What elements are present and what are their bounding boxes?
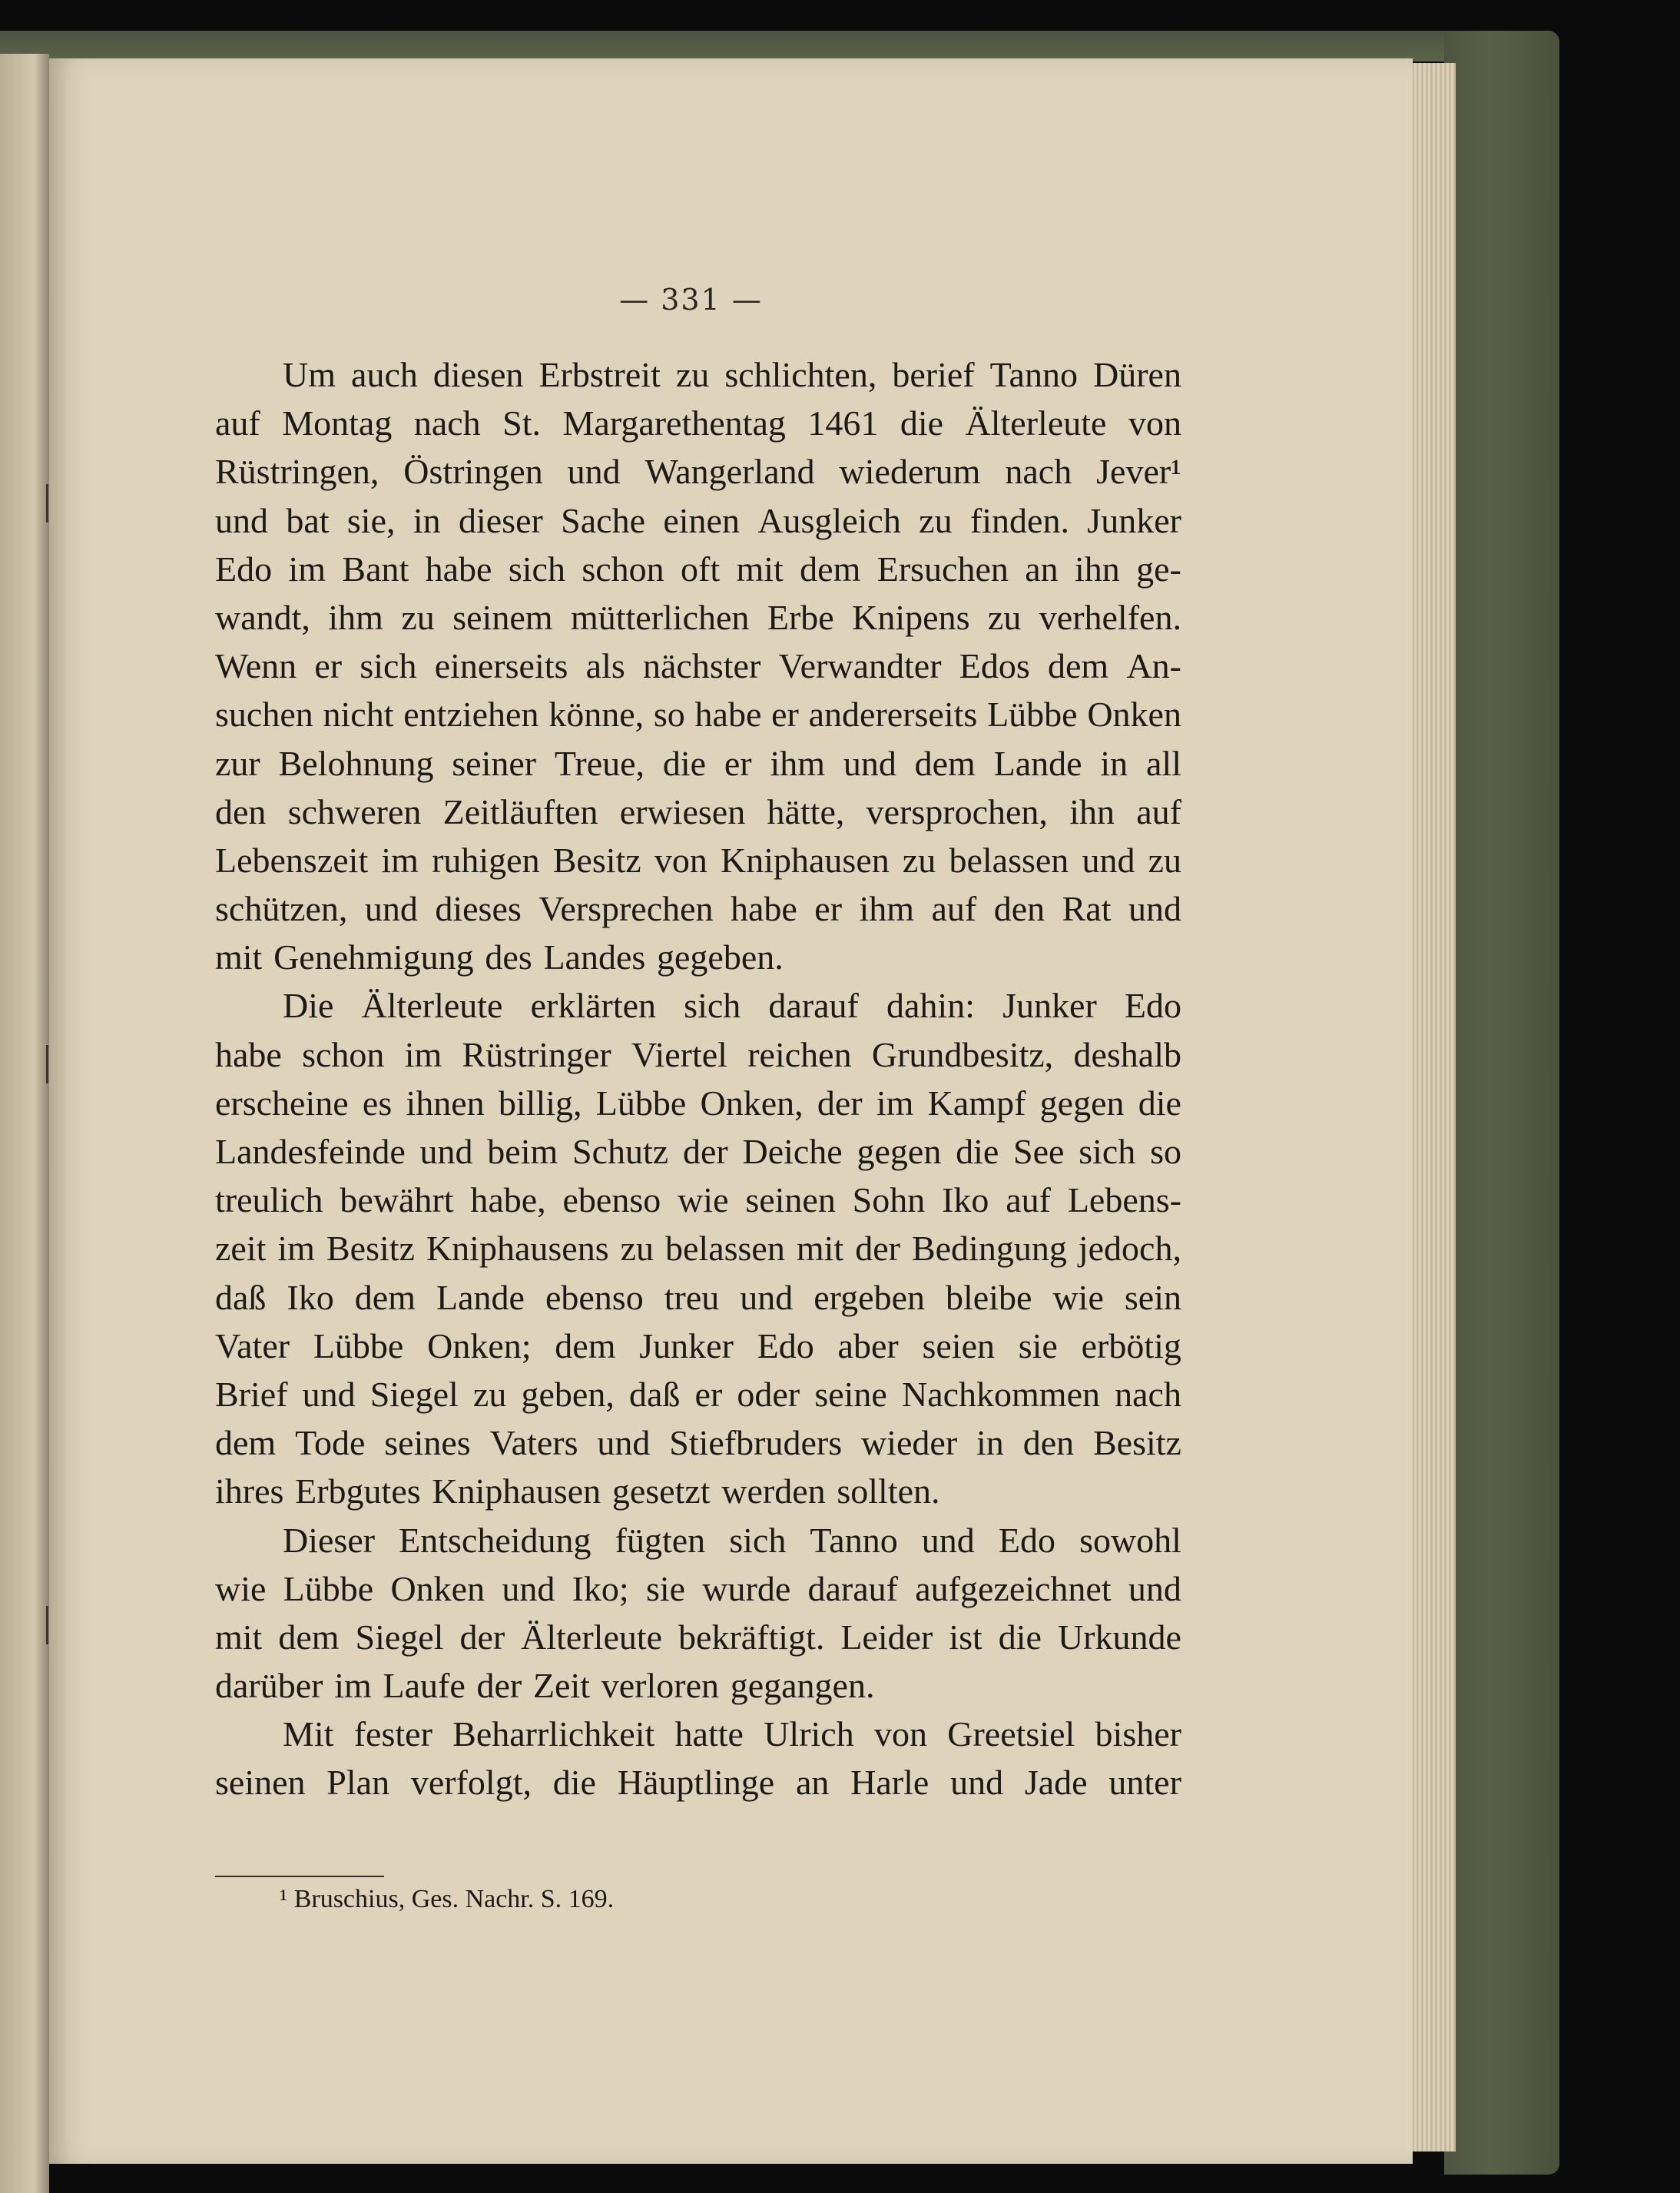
text-line: den schweren Zeitläuften erwiesen hätte, versprochen, ihn auf <box>215 791 1181 831</box>
book-cover-top-edge <box>0 31 1552 61</box>
text-line: dem Tode seines Vaters und Stiefbruders wieder in den Besitz <box>215 1423 1181 1463</box>
body-text <box>215 350 1181 1807</box>
footnote: ¹ Bruschius, Ges. Nachr. S. 169. <box>280 1885 615 1913</box>
text-line: mit dem Siegel der Älterleute bekräftigt. Leider ist die Urkunde <box>215 1617 1181 1657</box>
text-line: daß Iko dem Lande ebenso treu und ergeben bleibe wie sein <box>215 1277 1181 1317</box>
text-line: erscheine es ihnen billig, Lübbe Onken, der im Kampf gegen die <box>215 1083 1181 1123</box>
text-line: wandt, ihm zu seinem mütterlichen Erbe Knipens zu verhelfen. <box>215 597 1181 637</box>
facing-page-edge <box>0 54 49 2193</box>
page-number: — 331 — <box>619 283 763 317</box>
book-cover-right-edge <box>1444 31 1559 2175</box>
footnote-separator <box>215 1876 384 1877</box>
text-line: Edo im Bant habe sich schon oft mit dem Ersuchen an ihn ge- <box>215 549 1181 589</box>
text-line: Mit fester Beharrlichkeit hatte Ulrich von Greetsiel bisher <box>283 1714 1181 1754</box>
text-line: seinen Plan verfolgt, die Häuptlinge an Harle und Jade unter <box>215 1763 1181 1803</box>
text-line: und bat sie, in dieser Sache einen Ausgleich zu finden. Junker <box>215 500 1181 540</box>
paragraph <box>215 1710 1181 1806</box>
paragraph <box>215 981 1181 1515</box>
text-line: suchen nicht entziehen könne, so habe er andererseits Lübbe Onken <box>215 695 1181 735</box>
text-line: wie Lübbe Onken und Iko; sie wurde darauf aufgezeichnet und <box>215 1568 1181 1608</box>
text-line: zur Belohnung seiner Treue, die er ihm und dem Lande in all <box>215 743 1181 783</box>
text-line: Rüstringen, Östringen und Wangerland wiederum nach Jever¹ <box>215 452 1181 492</box>
text-line: Lebenszeit im ruhigen Besitz von Kniphausen zu belassen und zu <box>215 840 1181 880</box>
margin-mark <box>46 1045 48 1083</box>
text-line: habe schon im Rüstringer Viertel reichen Grundbesitz, deshalb <box>215 1034 1181 1074</box>
book-page <box>49 58 1413 2164</box>
margin-mark <box>46 484 48 523</box>
text-line: schützen, und dieses Versprechen habe er ihm auf den Rat und <box>215 889 1181 929</box>
text-line: auf Montag nach St. Margarethentag 1461 die Älterleute von <box>215 403 1181 443</box>
text-line: treulich bewährt habe, ebenso wie seinen Sohn Iko auf Lebens- <box>215 1180 1181 1220</box>
text-line: Um auch diesen Erbstreit zu schlichten, berief Tanno Düren <box>283 355 1181 394</box>
text-line: mit Genehmigung des Landes gegeben. <box>215 937 784 977</box>
text-line: Brief und Siegel zu geben, daß er oder seine Nachkommen nach <box>215 1374 1181 1414</box>
text-line: Vater Lübbe Onken; dem Junker Edo aber seien sie erbötig <box>215 1325 1181 1365</box>
paragraph <box>215 1516 1181 1710</box>
page-stack-edges <box>1410 63 1456 2152</box>
text-line: Wenn er sich einerseits als nächster Verwandter Edos dem An- <box>215 646 1181 686</box>
text-line: ihres Erbgutes Kniphausen gesetzt werden sollten. <box>215 1471 940 1511</box>
text-line: darüber im Laufe der Zeit verloren gegangen. <box>215 1666 875 1706</box>
text-line: Landesfeinde und beim Schutz der Deiche gegen die See sich so <box>215 1132 1181 1171</box>
text-line: Die Älterleute erklärten sich darauf dahin: Junker Edo <box>283 986 1181 1026</box>
paragraph <box>215 350 1181 981</box>
margin-mark <box>46 1606 48 1644</box>
text-line: zeit im Besitz Kniphausens zu belassen mit der Bedingung jedoch, <box>215 1229 1181 1269</box>
text-line: Dieser Entscheidung fügten sich Tanno und Edo sowohl <box>283 1520 1181 1560</box>
